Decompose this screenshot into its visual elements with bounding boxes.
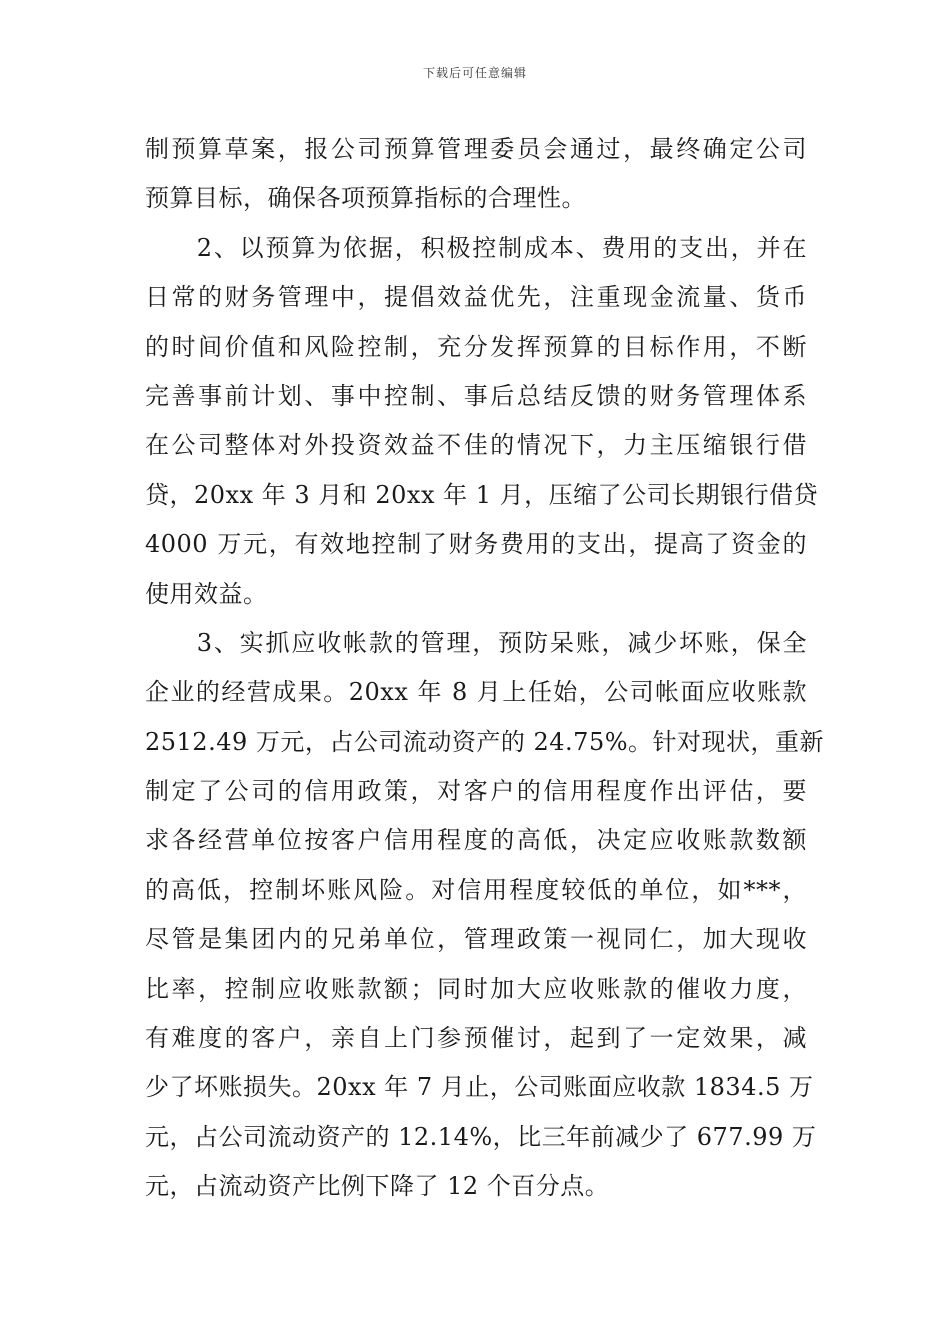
text-line: 的高低，控制坏账风险。对信用程度较低的单位，如***， (145, 875, 807, 904)
text-line: 2512.49 万元，占公司流动资产的 24.75%。针对现状，重新 (145, 727, 825, 756)
text-line: 3、实抓应收帐款的管理，预防呆账，减少坏账，保全 (145, 628, 807, 657)
text-line: 使用效益。 (145, 579, 268, 608)
text-line: 在公司整体对外投资效益不佳的情况下，力主压缩银行借 (145, 431, 807, 460)
text-line: 制定了公司的信用政策，对客户的信用程度作出评估，要 (145, 777, 807, 806)
header-note: 下载后可任意编辑 (422, 66, 527, 80)
text-line: 比率，控制应收账款额；同时加大应收账款的催收力度， (145, 974, 807, 1003)
text-line: 制预算草案，报公司预算管理委员会通过，最终确定公司 (145, 135, 807, 163)
text-line: 少了坏账损失。20xx 年 7 月止，公司账面应收款 1834.5 万 (145, 1073, 814, 1102)
text-line: 日常的财务管理中，提倡效益优先，注重现金流量、货币 (145, 283, 807, 312)
text-line: 完善事前计划、事中控制、事后总结反馈的财务管理体系 (145, 381, 807, 410)
text-line: 预算目标，确保各项预算指标的合理性。 (145, 184, 586, 213)
document-body (145, 125, 825, 1212)
text-line: 的时间价值和风险控制，充分发挥预算的目标作用，不断 (145, 332, 807, 361)
text-line: 元，占公司流动资产的 12.14%，比三年前减少了 677.99 万 (145, 1122, 817, 1151)
text-line: 尽管是集团内的兄弟单位，管理政策一视同仁，加大现收 (145, 925, 807, 954)
text-line: 元，占流动资产比例下降了 12 个百分点。 (145, 1172, 610, 1201)
text-line: 求各经营单位按客户信用程度的高低，决定应收账款数额 (145, 826, 807, 855)
text-line: 贷，20xx 年 3 月和 20xx 年 1 月，压缩了公司长期银行借贷 (145, 480, 819, 509)
text-line: 4000 万元，有效地控制了财务费用的支出，提高了资金的 (145, 530, 807, 559)
text-line: 2、以预算为依据，积极控制成本、费用的支出，并在 (145, 233, 807, 262)
text-line: 企业的经营成果。20xx 年 8 月上任始，公司帐面应收账款 (145, 678, 807, 707)
text-line: 有难度的客户，亲自上门参预催讨，起到了一定效果，减 (145, 1024, 807, 1053)
